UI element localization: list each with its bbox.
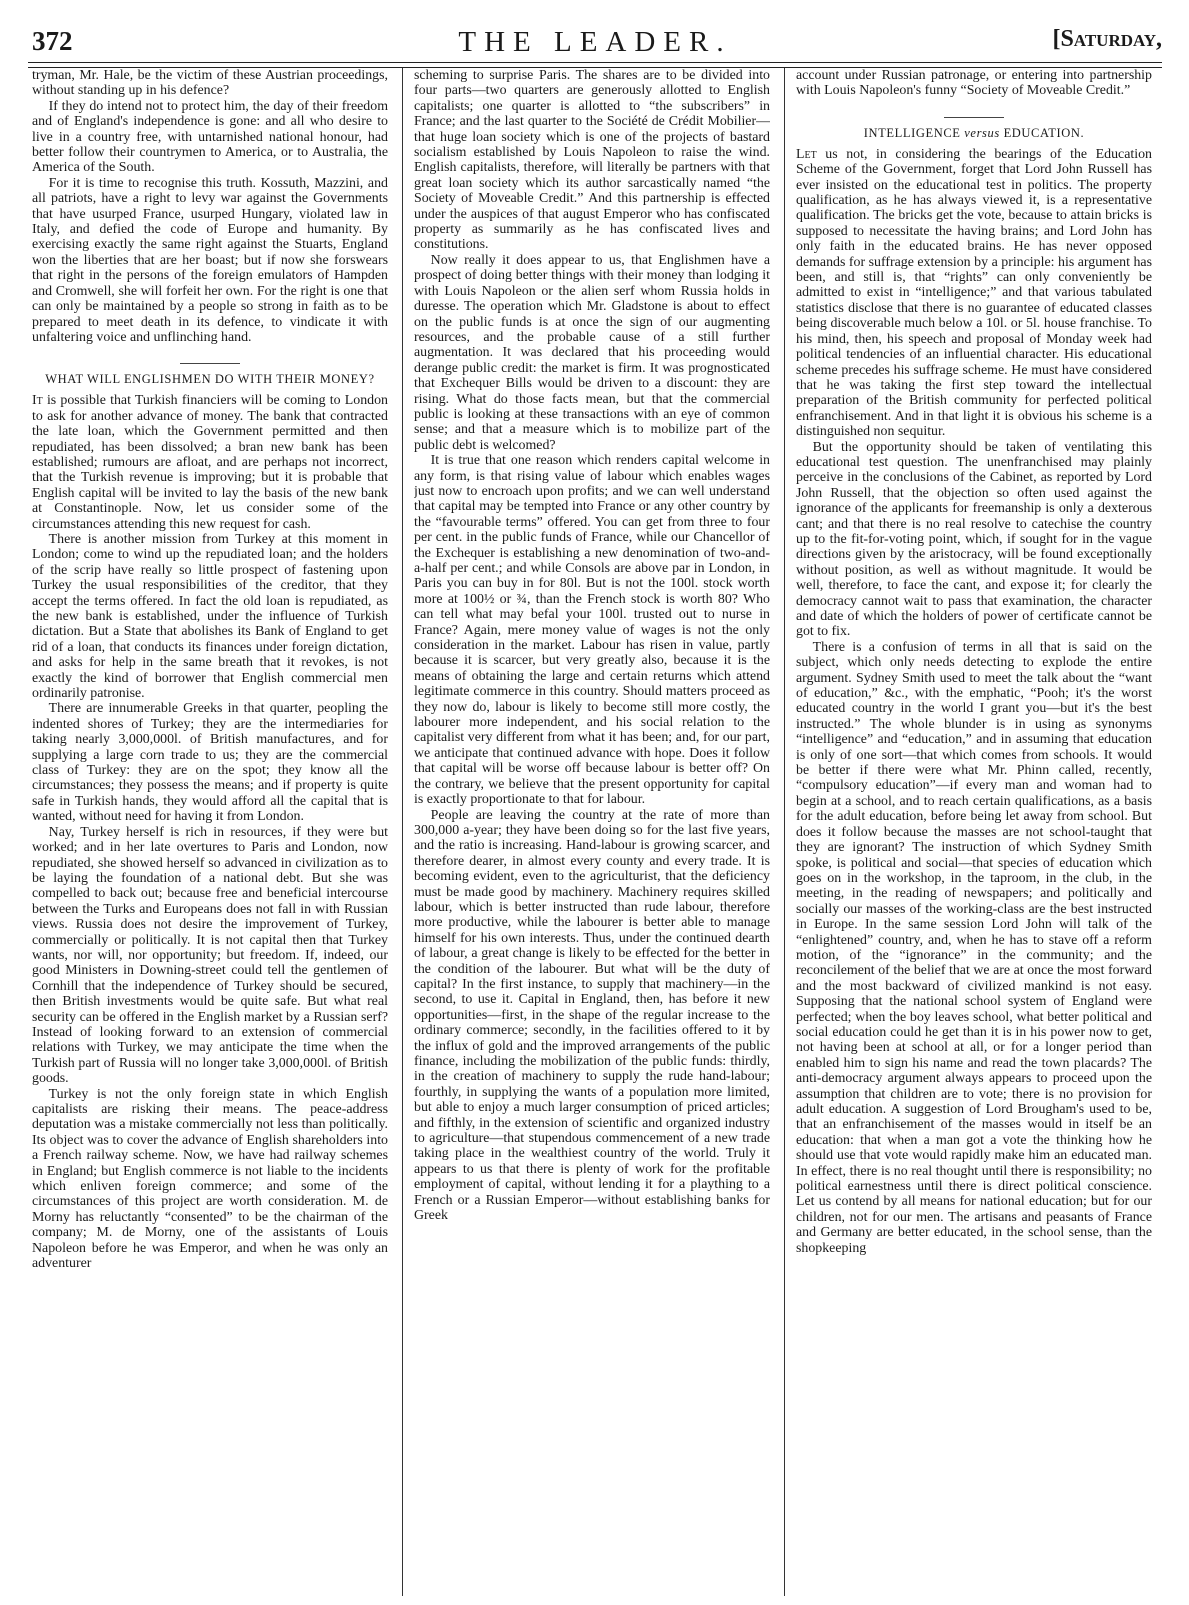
article-paragraph: Turkey is not the only foreign state in which English capitalists are risking their means. The peace-address deputation was a mistake commercially not less than politically. Its object was to cover the advance of English shareholders into a French railway scheme. Now, we have had railway schemes in England; but English commerce is not liable to the incidents which enliven foreign commerce; and some of the circumstances of this project are worth consideration. M. de Morny has reluctantly “consented” to be the chairman of the company; M. de Morny, one of the assistants of Louis Napoleon before he was Emperor, and when he was only an adventurer bbox=[32, 1086, 388, 1272]
header-day: [Saturday, bbox=[1052, 26, 1162, 52]
article-paragraph: account under Russian patronage, or entering into partnership with Louis Napoleon's funny “Society of Moveable Credit.” bbox=[796, 68, 1152, 99]
heading-versus: versus bbox=[964, 125, 1000, 140]
article-paragraph: It is true that one reason which renders capital welcome in any form, is that rising value of labour which enables wages just now to encroach upon profits; and we can well understand that capital may be tempted into France or any other country by the “favourable terms” offered. You can get from three to four per cent. in the public funds of France, while our Chancellor of the Exchequer is establishing a new denomination of two-and-a-half per cent.; and while Consols are above par in London, in Paris you can buy in for 80l. But is not the 100l. stock worth more at 100½ or ¾, than the French stock is worth 80? Who can tell what may befal your 100l. trusted out to nurse in France? Again, mere money value of wages is not the only consideration in the market. Labour has risen in value, partly because it is scarcer, but very greatly also, because it is the means of obtaining the large and certain returns which attend legitimate commerce in this country. Should matters proceed as they now do, labour is likely to become still more costly, the labourer more independent, and his social relation to the capitalist very different from what it has been; and, for our part, we anticipate that continued advance with hope. Does it follow that capital will be worse off because labour is better off? On the contrary, we believe that the present opportunity for capital is exactly proportionate to that for labour. bbox=[414, 453, 770, 808]
paragraph-text: is possible that Turkish financiers will be coming to London to ask for another advance of money. The bank that contracted the late loan, which the Government permitted and then repudiated, has been dissolved; a bran new bank has been established; rumours are afloat, and are perhaps not incorrect, that the Turkish revenue is improving; but it is probable that English capital will be invited to lay the basis of the new bank at Constantinople. Now, let us consider some of the circumstances attending this new request for cash. bbox=[32, 393, 388, 532]
heading-divider bbox=[180, 363, 240, 364]
lead-in-word: It bbox=[32, 393, 43, 409]
heading-part: INTELLIGENCE bbox=[863, 125, 961, 140]
article-paragraph: People are leaving the country at the rate of more than 300,000 a-year; they have been doing so for the last five years, and the ratio is increasing. Hand-labour is growing scarcer, and therefore dearer, in almost every county and every trade. It is becoming evident, even to the agriculturist, that the deficiency must be made good by machinery. Machinery requires skilled labour, which is better instructed than rude labour, therefore more productive, while the labourer is better able to manage himself for his own interests. Thus, under the continued dearth of labour, a great change is likely to be effected for the better in the condition of the labourer. But what will be the duty of capital? In the first instance, to supply that machinery—in the second, to use it. Capital in England, then, has before it new opportunities—first, in the shape of the regular increase to the ordinary commerce; secondly, in the facilities offered to it by the influx of gold and the improved arrangements of the public finance, including the mobilization of the public funds: thirdly, in the creation of machinery to supply the rude hand-labour; fourthly, in supplying the wants of a population more limited, but able to enjoy a much larger consumption of priced articles; and fifthly, in the extension of scientific and organized industry to agriculture—that stupendous commencement of a new trade taking place in the wealthiest country of the world. Truly it appears to us that there is plenty of work for the profitable employment of capital, without lending it for a plaything to a French or a Russian Emperor—without establishing banks for Greek bbox=[414, 807, 770, 1224]
column-1 bbox=[32, 68, 388, 1596]
article-paragraph: scheming to surprise Paris. The shares are to be divided into four parts—two quarters are generously allotted to English capitalists; one quarter is allotted to “the subscribers” in France; and the last quarter to the Société de Crédit Mobilier—that huge loan society which is one of the projects of bastard socialism established by Louis Napoleon to raise the wind. English capitalists, therefore, will literally be partners with that great loan society which its author sarcastically named “the Society of Moveable Credit.” And this partnership is effected under the auspices of that august Emperor who has confiscated property as summarily as he has confiscated lives and constitutions. bbox=[414, 68, 770, 253]
article-columns bbox=[32, 68, 1156, 1596]
article-paragraph: If they do intend not to protect him, the day of their freedom and of England's independence is gone: and all who desire to live in a country free, with untarnished national honour, had better follow their countrymen to America, or to Australia, the America of the South. bbox=[32, 98, 388, 176]
column-divider bbox=[784, 68, 785, 1596]
article-paragraph: There is another mission from Turkey at this moment in London; come to wind up the repudiated loan; and the holders of the scrip have really so little prospect of fastening upon Turkey the usual responsibilities of the creditor, that they accept the terms offered. In fact the old loan is repudiated, as the new bank is established, under the influence of Turkish dictation. But a State that abolishes its Bank of England to get rid of a loan, that conducts its finances under foreign dictation, and asks for help in the same breath that it revokes, is not exactly the kind of borrower that English commercial men ordinarily patronise. bbox=[32, 531, 388, 702]
article-paragraph bbox=[32, 393, 388, 532]
heading-text bbox=[796, 126, 1152, 141]
page-number: 372 bbox=[32, 26, 73, 56]
section-heading-intelligence bbox=[796, 117, 1152, 141]
article-paragraph: For it is time to recognise this truth. Kossuth, Mazzini, and all patriots, have a right to levy war against the Governments that have usurped France, usurped Hungary, violated law in Italy, and defied the code of Europe and humanity. By exercising exactly the same right against the Stuarts, England won the liberties that are her boast; but if now she forswears that right in the persons of the foreign emulators of Hampden and Cromwell, she will forfeit her own. For the right is one that can only be maintained by a people so strong in faith as to be prepared to meet death in its defence, to vindicate it with unfaltering voice and unflinching hand. bbox=[32, 175, 388, 345]
column-divider bbox=[402, 68, 403, 1596]
article-paragraph: Now really it does appear to us, that Englishmen have a prospect of doing better things with their money than lodging it with Louis Napoleon or the alien serf whom Russia holds in duresse. The operation which Mr. Gladstone is about to effect on the public funds is at once the sign of our augmenting resources, and the probable cause of a still further augmentation. It was declared that his proceeding would derange public credit: the market is firm. It was prognosticated that Exchequer Bills would be driven to a discount: they are rising. What do those facts mean, but that the commercial public is looking at these transactions with an eye of common sense; and that a measure which is to mobilize part of the public debt is welcomed? bbox=[414, 252, 770, 453]
paragraph-text: us not, in considering the bearings of the Education Scheme of the Government, forget that Lord John Russell has ever insisted on the educational test in politics. The property qualification, as he has always viewed it, is a representative qualification. The bricks get the vote, because to attain bricks is supposed to necessitate the having brains; and Lord John has only faith in the educated brains. He has never opposed demands for suffrage extension by a principle: his argument has been, and still is, that “rights” can only conveniently be admitted to exist in “intelligence;” and that various tabulated statistics disclose that there is no guarantee of educated classes being discoverable much below a 10l. or 5l. house franchise. To his mind, then, his speech and proposal of Monday week had political tendencies of an influential character. His educational scheme precedes his suffrage scheme. He must have considered that he was taking the first step toward the intellectual preparation of the British community for perfected political enfranchisement. And in that light it is obvious his scheme is a distinguished non sequitur. bbox=[796, 146, 1152, 440]
article-paragraph: Nay, Turkey herself is rich in resources, if they were but worked; and in her late overtures to Paris and London, now repudiated, she showed herself so advanced in civilization as to be laying the foundation of a national debt. But she was compelled to back out; because free and beneficial intercourse between the Turks and Europeans does not fall in with Russian views. Russia does not desire the improvement of Turkey, commercially or politically. It is not capital then that Turkey wants, nor will, nor opportunity; but freedom. If, indeed, our good Ministers in Downing-street could tell the gentlemen of Cornhill that the independence of Turkey should be secured, then British investments would be quite safe. But what real security can be offered in the English market by a Russian serf? Instead of looking forward to an extension of commercial relations with Turkey, we may anticipate the time when the Turkish part of Russia will no longer take 3,000,000l. of British goods. bbox=[32, 824, 388, 1087]
article-paragraph: There is a confusion of terms in all that is said on the subject, which only needs detecting to explode the entire argument. Sydney Smith used to meet the talk about the “want of education,” &c., with the emphatic, “Pooh; it's the worst educated country in the world I grant you—but it's the best instructed.” The whole blunder is in using as synonyms “intelligence” and “education,” and in assuming that education is only of one sort—that which comes from schools. It would be better if there were what Mr. Phinn called, recently, “compulsory education”—if every man and woman had to begin at a school, and to reach certain qualifications, as a basis for the adult education, before being let away from school. But does it follow because the masses are not school-taught that they are ignorant? The instruction of which Sydney Smith spoke, is political and social—that species of education which goes on in the workshop, in the taproom, in the club, in the meeting, in the reading of newspapers; and politically and socially our masses of the working-class are the best instructed in Europe. In the same session Lord John will talk of the “enlightened” country, and, when he has to stave off a reform motion, of the “ignorance” in the community; and the reconcilement of the belief that we are at once the most forward and the most backward of civilized mankind is not easy. Supposing that the national school system of England were perfected; when the boy leaves school, what better political and social education could he get than it is in his power now to get, not having been at school at all, or for a longer period than enabled him to sign his name and read the town placards? The anti-democracy argument always appears to proceed upon the assumption that children are to vote; there is no provision for adult education. A suggestion of Lord Brougham's used to be, that an enfranchisement of the masses would in itself be an education: that when a man got a vote the thinking how he should use that vote would rapidly make him an educated man. In effect, there is no real thought until there is responsibility; no political earnestness until there is direct political conscience. Let us contend by all means for national education; but for our children, not for our men. The artisans and peasants of France and Germany are better educated, in the school sense, than the shopkeeping bbox=[796, 639, 1152, 1256]
journal-title: THE LEADER. bbox=[458, 26, 732, 58]
masthead bbox=[28, 14, 1162, 62]
section-heading-money bbox=[32, 363, 388, 387]
article-paragraph: tryman, Mr. Hale, be the victim of these Austrian proceedings, without standing up in his defence? bbox=[32, 68, 388, 99]
heading-divider bbox=[944, 117, 1004, 118]
column-2 bbox=[414, 68, 770, 1596]
heading-part: EDUCATION. bbox=[1003, 125, 1085, 140]
article-paragraph bbox=[796, 147, 1152, 440]
lead-in-word: Let bbox=[796, 146, 817, 162]
heading-text: WHAT WILL ENGLISHMEN DO WITH THEIR MONEY? bbox=[45, 372, 375, 387]
article-paragraph: There are innumerable Greeks in that quarter, peopling the indented shores of Turkey; they are the intermediaries for taking nearly 3,000,000l. of British manufactures, and for supplying a large corn trade to us; they are the commercial class of Turkey: they are on the spot; they know all the circumstances; they possess the means; and if property is quite safe in Turkish hands, they would afford all the capital that is wanted, without need for having it from London. bbox=[32, 701, 388, 825]
article-paragraph: But the opportunity should be taken of ventilating this educational test question. The unenfranchised may plainly perceive in the conclusions of the Cabinet, as reported by Lord John Russell, that the objection so often used against the ignorance of the applicants for freemanship is only a dexterous cant; and that there is no real resolve to catechise the country up to the fit-for-voting point, which, if sought for in the vague directions given by the aristocracy, will be found exceptionally without position, as well as without magnitude. It would be well, therefore, to face the cant, and expose it; for clearly the democracy cannot wait to pass that examination, the character and date of which the holders of power of certificate cannot be got to fix. bbox=[796, 439, 1152, 640]
column-3 bbox=[796, 68, 1152, 1596]
